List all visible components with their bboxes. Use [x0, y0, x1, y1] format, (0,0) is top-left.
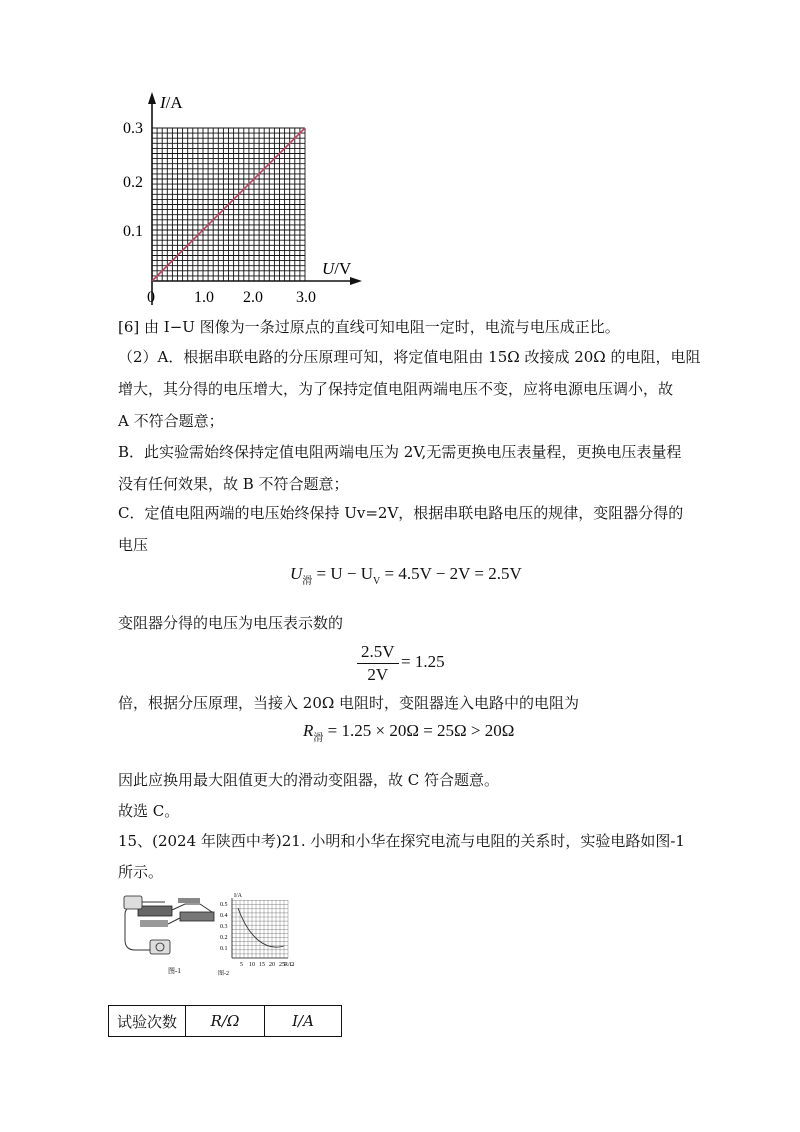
- ir-grid: [232, 900, 288, 958]
- trial-table: [108, 1005, 342, 1037]
- ir-curve: [238, 908, 284, 947]
- fraction-denominator: 2V: [367, 665, 389, 684]
- resistor: [140, 920, 168, 927]
- ir-y-tick: 0.3: [220, 924, 228, 930]
- y-tick-label: 0.1: [123, 223, 143, 240]
- ir-x-tick: 10: [249, 962, 255, 968]
- x-tick-label: 0: [147, 289, 155, 306]
- figure-2-caption: 图-2: [218, 971, 229, 977]
- battery-box: [138, 906, 172, 916]
- eq1-rhs: = 4.5V − 2V = 2.5V: [380, 564, 522, 583]
- ir-y-tick: 0.2: [220, 935, 228, 941]
- eq1-mid: = U − U: [312, 564, 374, 583]
- y-axis-label: I/A: [160, 93, 183, 112]
- equation-voltage: [290, 563, 522, 588]
- switch: [178, 898, 200, 903]
- ir-x-tick: 15: [259, 962, 265, 968]
- paragraph-therefore: 因此应换用最大阻值更大的滑动变阻器，故 C 符合题意。: [118, 771, 500, 789]
- y-axis-arrow: [148, 92, 156, 104]
- iu-graph: [0, 0, 800, 320]
- eq1-lhs-sub: 滑: [302, 576, 313, 587]
- paragraph-b-line1: B．此实验需始终保持定值电阻两端电压为 2V,无需更换电压表量程，更换电压表量程: [118, 443, 682, 461]
- ir-graph: [218, 893, 295, 977]
- x-axis-label: U/V: [322, 259, 352, 278]
- eq2-lhs-sub: 滑: [313, 733, 324, 744]
- ir-x-tick: 5: [240, 962, 243, 968]
- x-tick-label: 3.0: [296, 289, 316, 306]
- eq2-rhs: = 1.25 × 20Ω = 25Ω > 20Ω: [323, 721, 515, 740]
- eq1-mid-sub: V: [373, 576, 381, 587]
- paragraph-b-line2: 没有任何效果，故 B 不符合题意；: [118, 475, 349, 493]
- ir-y-label: I/A: [234, 893, 242, 899]
- fraction-ratio: [357, 641, 399, 686]
- circuit-diagram: [124, 896, 214, 975]
- ir-x-label: R/Ω: [284, 962, 295, 968]
- table-header-row: [109, 1006, 342, 1037]
- paragraph-times: 倍，根据分压原理，当接入 20Ω 电阻时，变阻器连入电路中的电阻为: [118, 694, 580, 712]
- y-tick-label: 0.2: [123, 174, 143, 191]
- eq1-lhs: U: [290, 564, 303, 583]
- x-axis-arrow: [350, 277, 362, 285]
- paragraph-answer: 故选 C。: [118, 802, 180, 820]
- ammeter: [150, 940, 170, 954]
- voltmeter: [124, 896, 142, 909]
- paragraph-c-line2: 电压: [118, 536, 149, 554]
- ir-x-tick: 25: [279, 962, 285, 968]
- ir-y-tick: 0.1: [220, 946, 228, 952]
- fraction-numerator: 2.5V: [357, 641, 399, 664]
- paragraph-2a-line1: （2）A．根据串联电路的分压原理可知，将定值电阻由 15Ω 改接成 20Ω 的电阻，电阻: [118, 348, 701, 366]
- table-header-cell: I/A: [265, 1006, 342, 1037]
- rheostat: [180, 912, 214, 921]
- paragraph-6: [6] 由 I−U 图像为一条过原点的直线可知电阻一定时，电流与电压成正比。: [118, 318, 620, 336]
- question-15-line1: 15、(2024 年陕西中考)21. 小明和小华在探究电流与电阻的关系时，实验电路如图-1: [118, 832, 685, 850]
- table-header-cell: R/Ω: [186, 1006, 265, 1037]
- x-tick-label: 1.0: [194, 289, 214, 306]
- paragraph-2a-line3: A 不符合题意；: [118, 412, 224, 430]
- figure-group: [0, 888, 800, 988]
- paragraph-c-line1: C．定值电阻两端的电压始终保持 Uv=2V，根据串联电路电压的规律，变阻器分得的: [118, 504, 684, 522]
- paragraph-2a-line2: 增大，其分得的电压增大，为了保持定值电阻两端电压不变，应将电源电压调小，故: [118, 380, 674, 398]
- x-tick-label: 2.0: [243, 289, 263, 306]
- table-header-cell: 试验次数: [109, 1006, 186, 1037]
- ir-y-tick: 0.5: [220, 902, 228, 908]
- y-tick-label: 0.3: [123, 120, 143, 137]
- question-15-line2: 所示。: [118, 863, 164, 881]
- equation-resistance: [303, 720, 514, 745]
- figure-1-caption: 图-1: [168, 967, 181, 975]
- fraction-result: = 1.25: [401, 652, 445, 671]
- paragraph-ratio: 变阻器分得的电压为电压表示数的: [118, 614, 344, 632]
- eq2-lhs: R: [303, 721, 314, 740]
- ir-y-tick: 0.4: [220, 913, 228, 919]
- ir-x-tick: 20: [269, 962, 275, 968]
